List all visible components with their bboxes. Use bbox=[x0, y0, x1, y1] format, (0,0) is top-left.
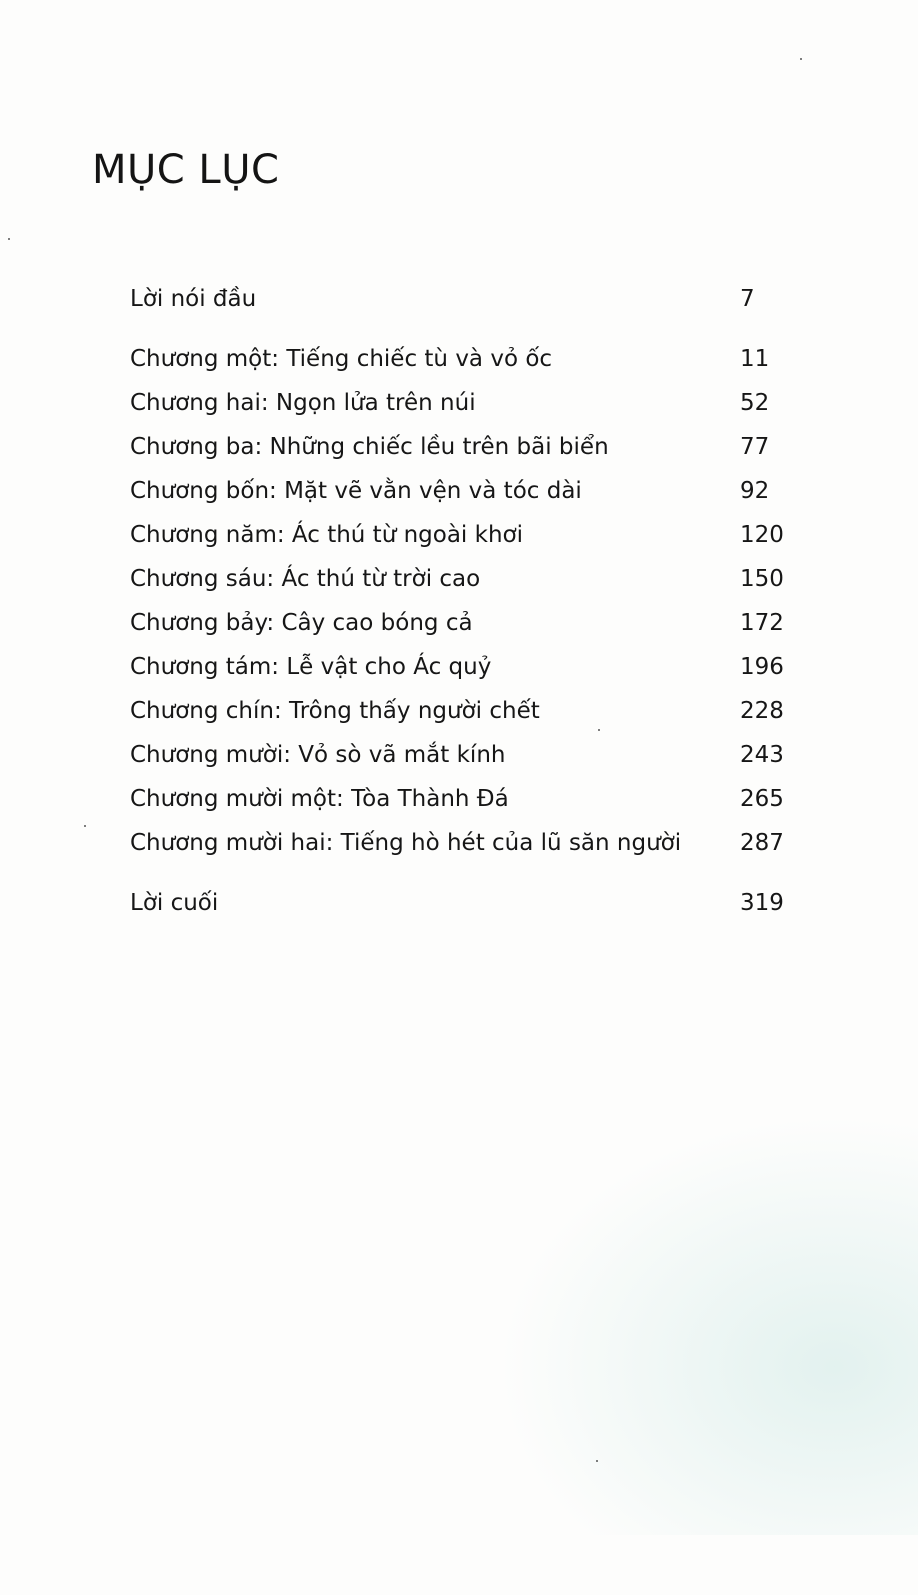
toc-entry-title: Chương mười hai: Tiếng hò hét của lũ săn người bbox=[130, 830, 682, 856]
toc-entry-chapter-6 bbox=[130, 562, 785, 596]
page-title: MỤC LỤC bbox=[92, 147, 280, 193]
toc-entry-chapter-3 bbox=[130, 430, 785, 464]
toc-entry-chapter-12 bbox=[130, 826, 785, 860]
toc-entry-page-number: 150 bbox=[740, 566, 784, 592]
toc-entry-title: Chương hai: Ngọn lửa trên núi bbox=[130, 390, 476, 416]
toc-entry-page-number: 228 bbox=[740, 698, 784, 724]
toc-entry-page-number: 243 bbox=[740, 742, 784, 768]
toc-entry-chapter-2 bbox=[130, 386, 785, 420]
toc-entry-chapter-10 bbox=[130, 738, 785, 772]
toc-entry-title: Lời cuối bbox=[130, 890, 219, 916]
toc-entry-page-number: 52 bbox=[740, 390, 770, 416]
toc-entry-chapter-5 bbox=[130, 518, 785, 552]
toc-entry-page-number: 92 bbox=[740, 478, 770, 504]
toc-entry-title: Chương chín: Trông thấy người chết bbox=[130, 698, 540, 724]
toc-entry-page-number: 287 bbox=[740, 830, 784, 856]
toc-entry-title: Chương sáu: Ác thú từ trời cao bbox=[130, 566, 481, 592]
toc-entry-chapter-7 bbox=[130, 606, 785, 640]
toc-entry-page-number: 77 bbox=[740, 434, 770, 460]
toc-entry-page-number: 7 bbox=[740, 286, 755, 312]
toc-entry-title: Chương mười một: Tòa Thành Đá bbox=[130, 786, 509, 812]
toc-entry-title: Chương ba: Những chiếc lều trên bãi biển bbox=[130, 434, 609, 460]
toc-entry-title: Chương bốn: Mặt vẽ vằn vện và tóc dài bbox=[130, 478, 582, 504]
toc-entry-preface bbox=[130, 282, 785, 316]
toc-entry-title: Chương năm: Ác thú từ ngoài khơi bbox=[130, 522, 523, 548]
toc-entry-page-number: 120 bbox=[740, 522, 784, 548]
scan-speck bbox=[8, 238, 10, 240]
toc-entry-title: Chương tám: Lễ vật cho Ác quỷ bbox=[130, 654, 492, 680]
toc-entry-title: Lời nói đầu bbox=[130, 286, 257, 312]
toc-entry-page-number: 172 bbox=[740, 610, 784, 636]
toc-entry-title: Chương một: Tiếng chiếc tù và vỏ ốc bbox=[130, 346, 553, 372]
toc-entry-chapter-1 bbox=[130, 342, 785, 376]
scan-speck bbox=[596, 1460, 598, 1462]
toc-entry-page-number: 196 bbox=[740, 654, 784, 680]
toc-entry-afterword bbox=[130, 886, 785, 920]
toc-entry-title: Chương bảy: Cây cao bóng cả bbox=[130, 610, 473, 636]
toc-entry-page-number: 11 bbox=[740, 346, 770, 372]
toc-entry-chapter-11 bbox=[130, 782, 785, 816]
scan-tint bbox=[498, 1115, 918, 1535]
scan-speck bbox=[84, 825, 86, 827]
toc-entry-page-number: 265 bbox=[740, 786, 784, 812]
scan-speck bbox=[800, 58, 802, 60]
toc-entry-chapter-8 bbox=[130, 650, 785, 684]
scan-speck bbox=[598, 729, 600, 731]
toc-entry-page-number: 319 bbox=[740, 890, 784, 916]
toc-entry-chapter-9 bbox=[130, 694, 785, 728]
toc-entry-title: Chương mười: Vỏ sò vã mắt kính bbox=[130, 742, 506, 768]
toc-entry-chapter-4 bbox=[130, 474, 785, 508]
